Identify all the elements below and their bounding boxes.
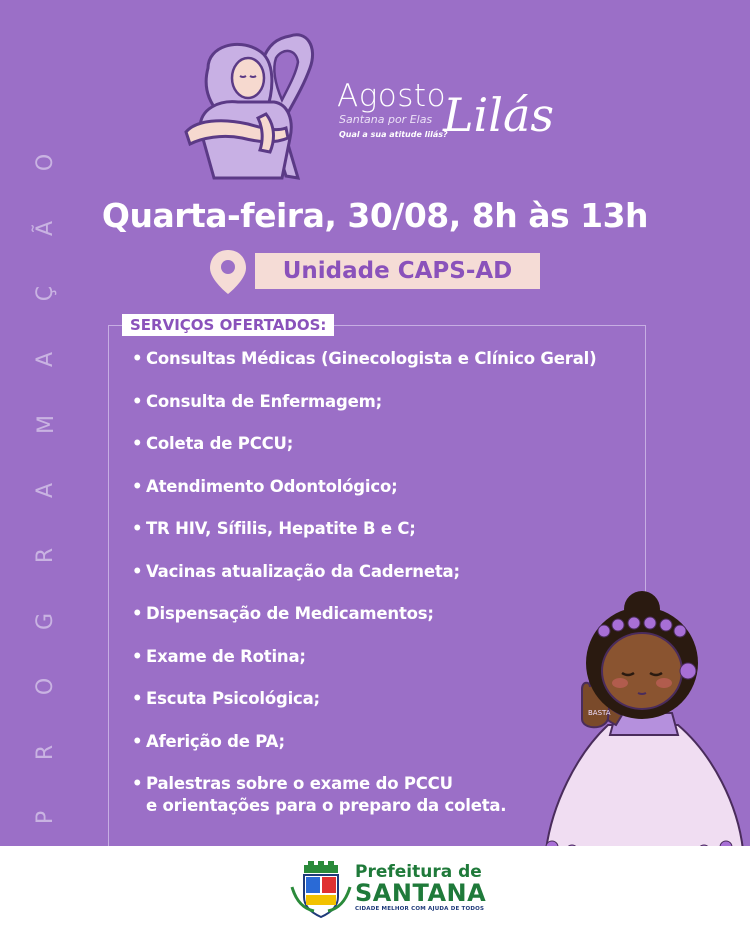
event-date-time: Quarta-feira, 30/08, 8h às 13h [101,196,649,235]
agosto-lilas-logo [335,78,575,168]
service-item: • Consulta de Enfermagem; [132,391,652,413]
side-programacao-label [26,150,66,830]
service-item: • Coleta de PCCU; [132,433,652,455]
hand-text: BASTA [588,709,611,717]
venue-badge [255,253,540,289]
service-item: • Exame de Rotina; [132,646,652,668]
side-letter: Ã [33,220,59,236]
logo-agosto-word: Agosto [337,78,447,114]
logo-question: Qual a sua atitude lilás? [339,130,448,139]
girl-illustration [538,585,750,870]
service-item: • Aferição de PA; [132,731,652,753]
service-item: • TR HIV, Sífilis, Hepatite B e C; [132,518,652,540]
side-letter: O [33,153,59,172]
service-item: • Atendimento Odontológico; [132,476,652,498]
self-hug-ribbon-illustration [178,28,328,188]
footer-prefeitura: Prefeitura de [355,862,482,882]
side-letter: Ç [33,285,59,302]
service-item-line2: e orientações para o preparo da coleta. [146,796,507,815]
side-letter: A [33,351,59,367]
service-item: • Vacinas atualização da Caderneta; [132,561,652,583]
side-letter: A [33,482,59,498]
logo-lilas-word: Lilás [443,88,555,142]
side-letter: O [33,677,59,696]
service-item: • Consultas Médicas (Ginecologista e Clínico Geral) [132,348,652,370]
footer-santana: SANTANA [355,879,487,907]
service-item: • Escuta Psicológica; [132,688,652,710]
service-item-line1: Palestras sobre o exame do PCCU [146,774,453,793]
location-pin-icon [208,248,248,296]
footer-slogan: CIDADE MELHOR COM AJUDA DE TODOS [355,906,485,912]
side-letter: R [33,547,59,564]
municipal-crest-icon [290,861,352,919]
side-letter: M [33,415,59,434]
side-letter: R [33,744,59,760]
services-title: SERVIÇOS OFERTADOS: [122,314,334,336]
logo-tagline: Santana por Elas [339,113,433,126]
footer [0,846,750,937]
venue-name: Unidade CAPS-AD [282,258,513,284]
side-letter: P [33,810,59,825]
side-letter: G [33,612,59,630]
service-item: • Dispensação de Medicamentos; [132,603,652,625]
